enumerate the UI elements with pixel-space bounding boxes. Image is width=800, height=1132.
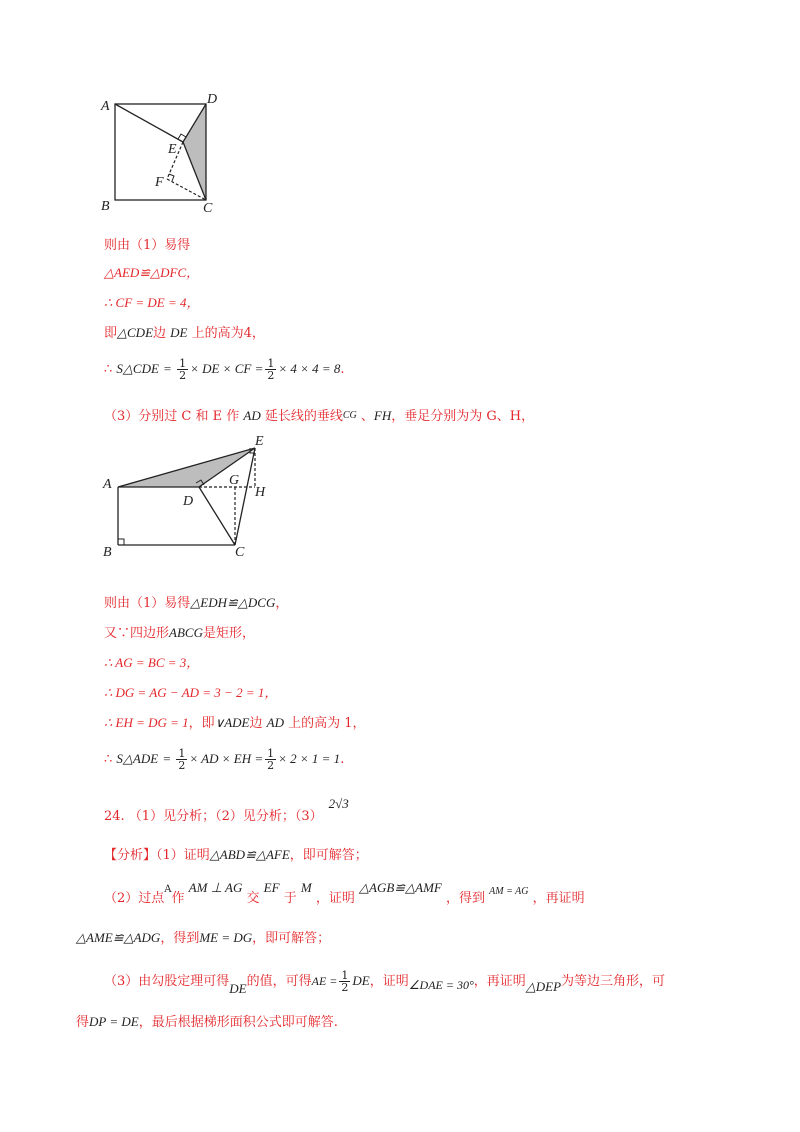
step-line: ∴ EH = DG = 1，即∨ADE边 AD 上的高为 1，: [104, 715, 366, 731]
segment-ae: [115, 104, 183, 142]
right-angle-mark-b: [118, 539, 124, 545]
step-line: 则由（1）易得: [104, 238, 191, 253]
step-line: ∴ DG = AG − AD = 3 − 2 = 1，: [104, 685, 278, 700]
label-c: C: [203, 201, 213, 216]
label-g: G: [229, 473, 240, 488]
figure-square-abcd: [95, 88, 235, 218]
analysis-line: △AME≌△ADG，得到ME = DG，即可解答；: [76, 930, 331, 946]
label-c: C: [235, 545, 245, 560]
step-line: 则由（1）易得△EDH≌△DCG，: [104, 595, 289, 611]
step-line: 即△CDE边 DE 上的高为4，: [104, 325, 265, 341]
analysis-line: （2）过点$^A$作 AM ⊥ AG 交 EF 于 M ，证明 △AGB≌△AMF ，得到 $^{AM = AG}$ ，再证明: [104, 880, 585, 906]
analysis-line: （3）由勾股定理可得DE的值，可得AE = $\frac{1}{2}$ DE，证明∠DAE = 30°，再证明△DEP为等边三角形，可: [104, 969, 666, 996]
segment-ec: [235, 448, 255, 545]
label-e: E: [168, 142, 177, 157]
label-d: D: [207, 92, 218, 107]
step-line: ∴ CF = DE = 4，: [104, 295, 200, 310]
figure-trapezoid-abcd: [95, 428, 295, 563]
fraction: $\frac{1}{2}$: [178, 747, 186, 772]
label-d: D: [183, 494, 194, 509]
analysis-line: 得DP = DE，最后根据梯形面积公式即可解答.: [76, 1014, 338, 1030]
fraction: $\frac{1}{2}$: [179, 357, 187, 382]
label-b: B: [101, 199, 110, 214]
label-a: A: [101, 99, 110, 114]
label-h: H: [255, 485, 266, 500]
area-formula-cde: ∴ S△CDE = $\frac{1}{2}$ × DE × CF = $\frac{1}{2}$ × 4 × 4 = 8.: [104, 357, 345, 382]
step-line: ∴ AG = BC = 3，: [104, 655, 200, 670]
fraction: $\frac{1}{2}$: [341, 969, 349, 994]
step-line: △AED≌△DFC，: [104, 265, 200, 280]
question-24-answers: 24. （1）见分析；（2）见分析；（3）2√3: [104, 796, 349, 824]
area-formula-ade: ∴ S△ADE = $\frac{1}{2}$ × AD × EH = $\frac{1}{2}$ × 2 × 1 = 1.: [104, 747, 345, 772]
step-line: 又∵四边形ABCG是矩形，: [104, 625, 255, 641]
label-b: B: [103, 545, 112, 560]
analysis-line: 【分析】（1）证明△ABD≌△AFE，即可解答；: [104, 847, 368, 863]
step-line: （3）分别过 C 和 E 作 AD 延长线的垂线$^{CG}$ 、FH，垂足分别为为 G、H，: [104, 408, 535, 424]
fraction: $\frac{1}{2}$: [267, 747, 275, 772]
fraction: $\frac{1}{2}$: [267, 357, 275, 382]
label-a: A: [103, 477, 112, 492]
label-f: F: [155, 175, 164, 190]
label-e: E: [255, 434, 264, 449]
segment-dc: [199, 487, 235, 545]
